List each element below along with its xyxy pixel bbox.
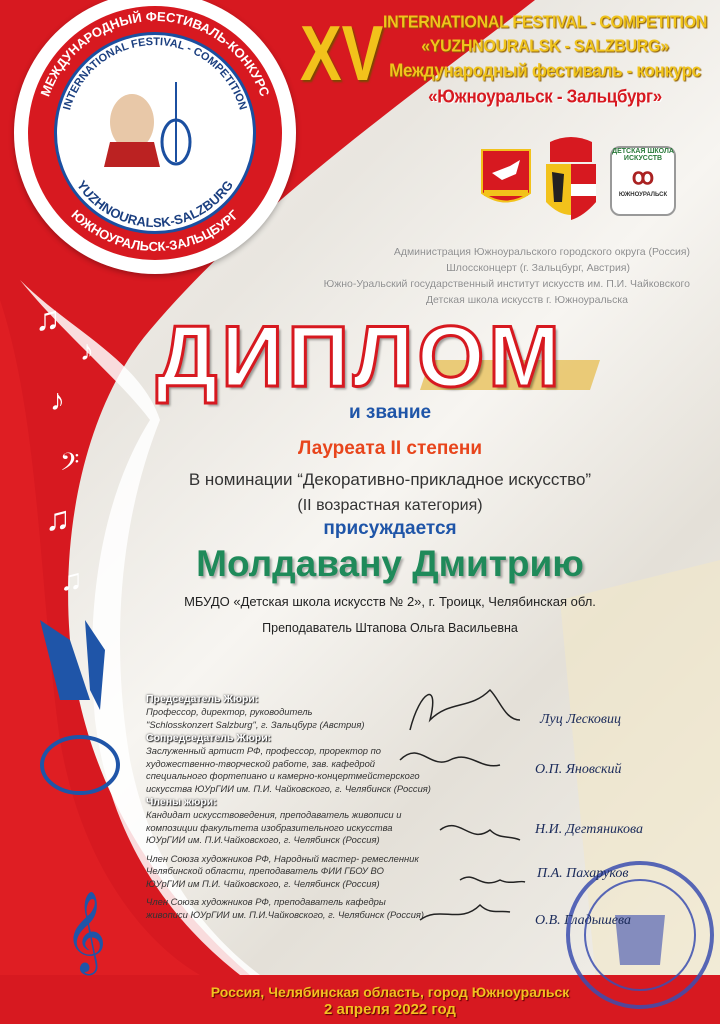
header-line-en-1: INTERNATIONAL FESTIVAL - COMPETITION: [382, 13, 707, 32]
svg-text:♪: ♪: [80, 335, 94, 366]
logo-ring-text-bottom: ЮЖНОУРАЛЬСК-ЗАЛЬЦБУРГ: [68, 206, 242, 255]
jury-name: О.П. Яновский: [535, 762, 622, 777]
footer-place: Россия, Челябинская область, город Южноуральск: [210, 984, 570, 1000]
recipient-name: Молдавану Дмитрию: [196, 543, 584, 584]
art-school-logo: [610, 146, 676, 216]
jury-name: Н.И. Дегтяникова: [535, 822, 644, 837]
jury-name: П.А. Пахаруков: [537, 866, 629, 881]
jury-chair-label: Председатель Жюри:: [146, 693, 259, 705]
organizer: Администрация Южноуральского городского округа (Россия): [393, 246, 690, 258]
salzburg-coat-of-arms-icon: [540, 132, 602, 228]
jury-desc-line: искусства ЮУрГИИ им. П.И. Чайковского, г. Челябинск (Россия): [146, 782, 431, 794]
svg-text:𝄢: 𝄢: [60, 449, 80, 482]
jury-desc-line: художественно-творческой работе, зав. кафедрой: [146, 757, 376, 769]
svg-text:YUZHNOURALSK-SALZBURG: [74, 178, 236, 231]
svg-text:♪: ♪: [50, 384, 65, 417]
teacher-name: Преподаватель Штапова Ольга Васильевна: [262, 621, 518, 635]
organizers-list: [200, 244, 690, 308]
jury-name: О.В. Гладышева: [535, 913, 631, 928]
organizer: Шлоссконцерт (г. Зальцбург, Австрия): [446, 262, 630, 274]
jury-desc-line: "Schlosskonzert Salzburg", г. Зальцбург (Австрия): [146, 718, 365, 730]
violin-icon: [162, 82, 190, 164]
art-school-logo-text: ДЕТСКАЯ ШКОЛА ИСКУССТВ: [612, 148, 674, 162]
jury-desc-line: Член Союза художников РФ, Народный мастер- ремесленник: [146, 852, 419, 864]
art-school-logo-city: ЮЖНОУРАЛЬСК: [618, 192, 668, 198]
jury-desc-line: Член Союза художников РФ, преподаватель кафедры: [146, 896, 386, 907]
svg-text:♫: ♫: [60, 564, 83, 597]
jury-desc-line: Профессор, директор, руководитель: [146, 706, 313, 717]
jury-name: Луц Лесковиц: [540, 712, 622, 727]
awarded-text: присуждается: [323, 518, 457, 539]
diploma-title: ДИПЛОМ: [156, 309, 564, 405]
svg-text:𝄞: 𝄞: [65, 892, 107, 970]
svg-text:♫: ♫: [35, 300, 61, 338]
svg-text:♫: ♫: [45, 500, 71, 538]
organizer: Детская школа искусств г. Южноуральска: [425, 294, 628, 306]
jury-cochair-label: Сопредседатель Жюри:: [146, 732, 272, 744]
logo-inner-text-top: INTERNATIONAL FESTIVAL - COMPETITION: [61, 35, 249, 112]
festival-logo: [14, 0, 296, 274]
age-category-text: (II возрастная категория): [297, 497, 483, 514]
header-line-ru-1: Международный фестиваль - конкурс: [389, 60, 701, 81]
edition-number: XV: [300, 9, 384, 97]
jury-desc-line: Заслуженный артист РФ, профессор, проректор по: [146, 745, 381, 756]
jury-section: [146, 692, 476, 921]
logo-ring-text-top: МЕЖДУНАРОДНЫЙ ФЕСТИВАЛЬ-КОНКУРС: [37, 8, 273, 99]
jury-members-label: Члены жюри:: [146, 796, 217, 808]
mozart-portrait-icon: [104, 94, 160, 167]
organizer: Южно-Уральский государственный институт искусств им. П.И. Чайковского: [323, 278, 690, 290]
logo-inner-text-bottom: YUZHNOURALSK-SALZBURG: [73, 177, 237, 231]
art-school-logo-mark: ꝏ: [631, 164, 655, 189]
footer-date: 2 апреля 2022 год: [324, 1001, 456, 1018]
jury-desc-line: композиции факультета изобразительного искусства: [146, 821, 393, 833]
header-line-en-2: «YUZHNOURALSK - SALZBURG»: [421, 37, 669, 56]
header-line-ru-2: «Южноуральск - Зальцбург»: [428, 86, 662, 107]
recipient-school: МБУДО «Детская школа искусств № 2», г. Троицк, Челябинская обл.: [184, 594, 596, 609]
nomination-text: В номинации “Декоративно-прикладное искусство”: [188, 470, 592, 489]
jury-desc-line: живописи ЮУрГИИ им. П.И.Чайковского, г. Челябинск (Россия): [146, 908, 425, 920]
treble-clef-icon: [65, 892, 106, 975]
yuzhnouralsk-coat-of-arms-icon: [480, 148, 532, 210]
jury-desc-line: Челябинской области, преподаватель ФИИ ГБОУ ВО: [146, 865, 384, 876]
jury-desc-line: специального фортепиано и камерно-концертмейстерского: [146, 770, 420, 781]
jury-desc-line: Кандидат искусствоведения, преподаватель живописи и: [146, 809, 402, 820]
rank-text: Лауреата II степени: [297, 438, 483, 459]
and-title-text: и звание: [348, 402, 432, 423]
svg-text:INTERNATIONAL FESTIVAL - COMPE: [61, 36, 249, 112]
jury-desc-line: ЮУрГИИ им П.И. Чайковского, г. Челябинск (Россия): [146, 877, 380, 889]
jury-desc-line: ЮУрГИИ им. П.И.Чайковского, г. Челябинск (Россия): [146, 834, 380, 845]
